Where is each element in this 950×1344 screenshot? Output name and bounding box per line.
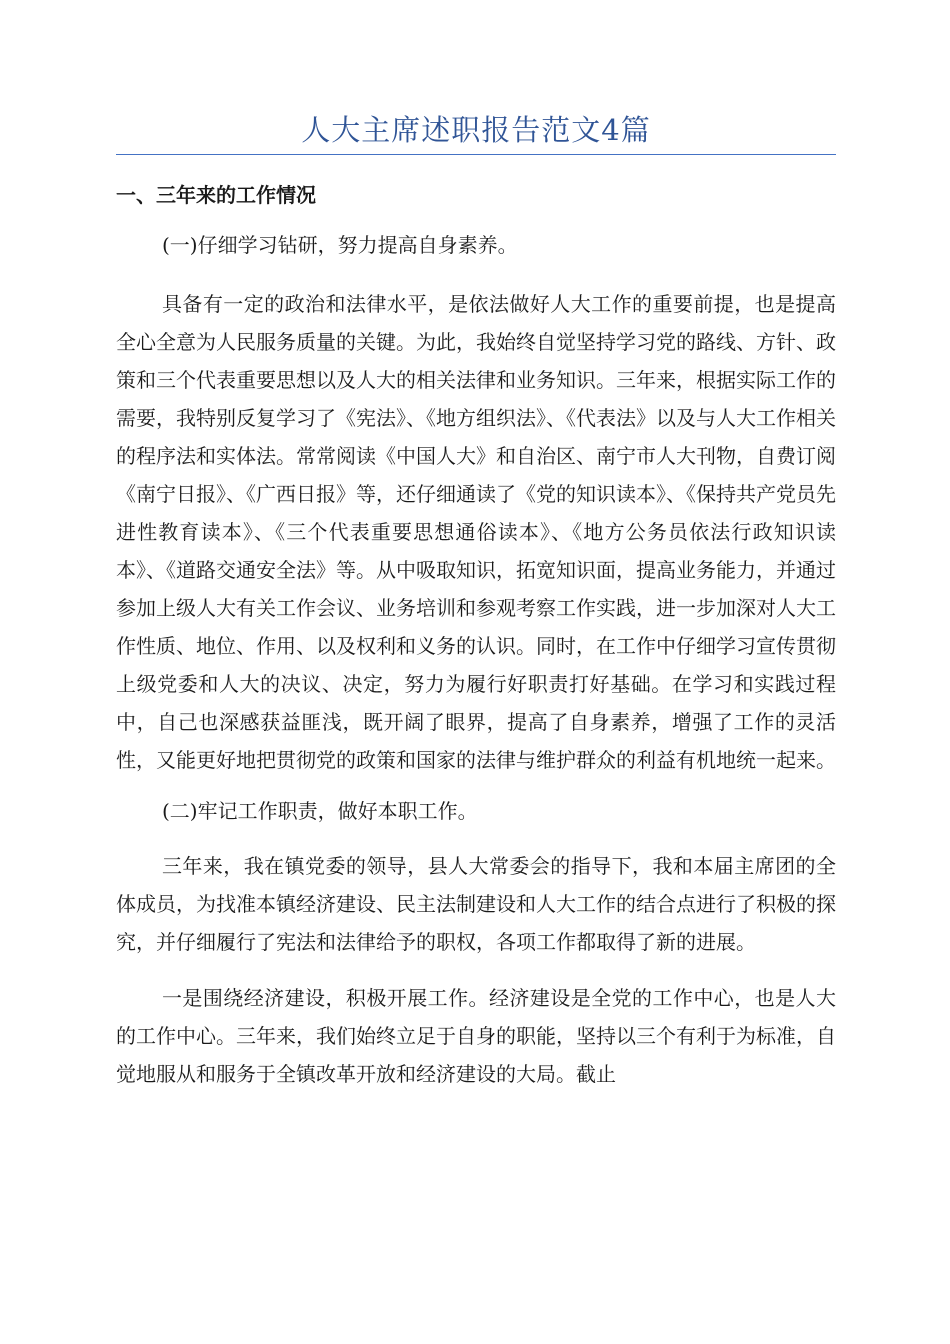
paragraph-1: 具备有一定的政治和法律水平，是依法做好人大工作的重要前提，也是提高全心全意为人民服务质量的关键。为此，我始终自觉坚持学习党的路线、方针、政策和三个代表重要思想以及人大的相关法律和业务知识。三年来，根据实际工作的需要，我特别反复学习了《宪法》、《地方组织法》、《代表法》以及与人大工作相关的程序法和实体法。常常阅读《中国人大》和自治区、南宁市人大刊物，自费订阅《南宁日报》、《广西日报》等，还仔细通读了《党的知识读本》、《保持共产党员先进性教育读本》、《三个代表重要思想通俗读本》、《地方公务员依法行政知识读本》、《道路交通安全法》等。从中吸取知识，拓宽知识面，提高业务能力，并通过参加上级人大有关工作会议、业务培训和参观考察工作实践，进一步加深对人大工作性质、地位、作用、以及权利和义务的认识。同时，在工作中仔细学习宣传贯彻上级党委和人大的决议、决定，努力为履行好职责打好基础。在学习和实践过程中，自己也深感获益匪浅，既开阔了眼界，提高了自身素养，增强了工作的灵活性，又能更好地把贯彻党的政策和国家的法律与维护群众的利益有机地统一起来。 <box>116 292 836 772</box>
sub-heading-2: (二)牢记工作职责，做好本职工作。 <box>162 799 478 823</box>
sub-heading-1: (一)仔细学习钻研，努力提高自身素养。 <box>162 233 518 257</box>
paragraph-3: 一是围绕经济建设，积极开展工作。经济建设是全党的工作中心，也是人大的工作中心。三年来，我们始终立足于自身的职能，坚持以三个有利于为标准，自觉地服从和服务于全镇改革开放和经济建设的大局。截止 <box>116 986 836 1086</box>
paragraph-2: 三年来，我在镇党委的领导，县人大常委会的指导下，我和本届主席团的全体成员，为找准本镇经济建设、民主法制建设和人大工作的结合点进行了积极的探究，并仔细履行了宪法和法律给予的职权，各项工作都取得了新的进展。 <box>116 854 836 954</box>
document-page <box>116 108 836 1093</box>
title-underline <box>116 154 836 155</box>
document-title: 人大主席述职报告范文4篇 <box>301 113 651 147</box>
section-heading-1: 一、三年来的工作情况 <box>116 183 316 207</box>
